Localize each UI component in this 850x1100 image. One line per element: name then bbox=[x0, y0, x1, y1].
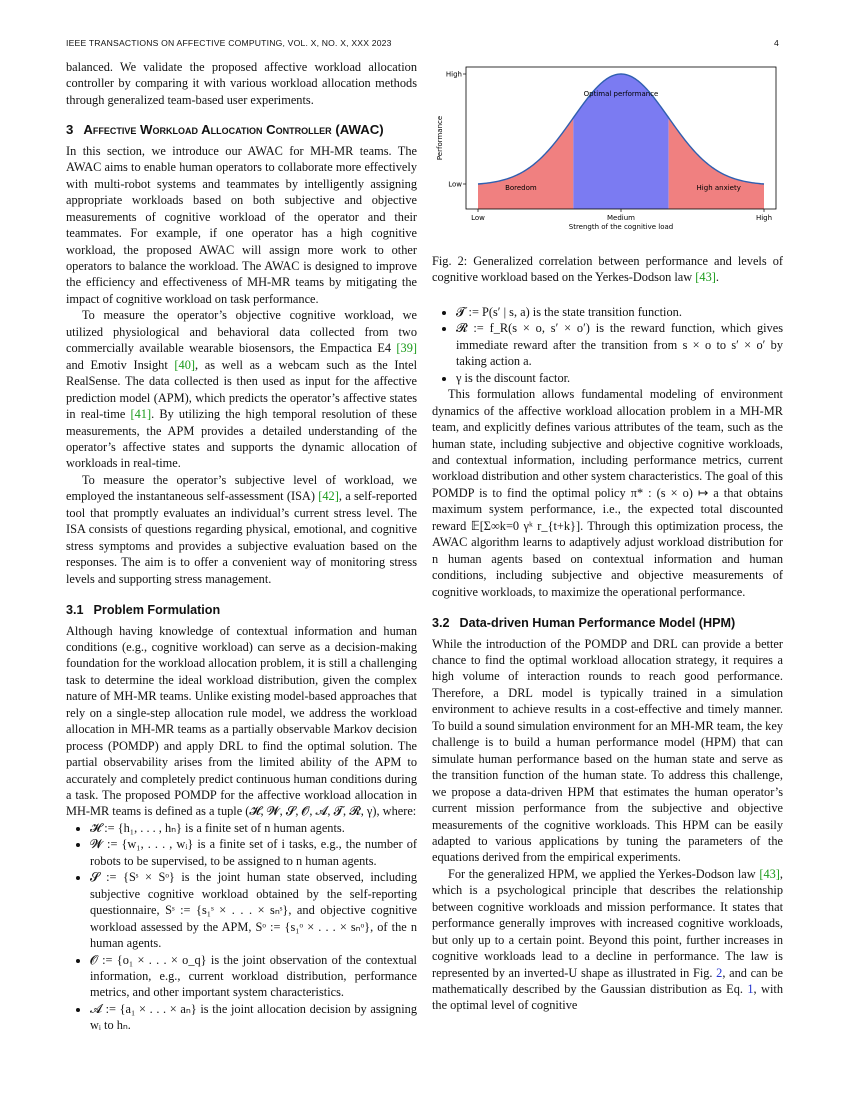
list-item: • 𝓢 := {Sˢ × Sᵒ} is the joint human state observed, including subjective cognitive workload obtained by the self-reporting questionnaire, Sˢ := {s₁ˢ × . . . × sₙˢ}, and objective cognitive workload assessed by the APM, Sᵒ := {s₁ᵒ × . . . × sₙᵒ}, of the n human agents. bbox=[90, 869, 417, 951]
y-axis-label: Performance bbox=[436, 115, 444, 161]
section-title: Affective Workload Allocation Controller (AWAC) bbox=[83, 122, 384, 138]
running-header: IEEE TRANSACTIONS ON AFFECTIVE COMPUTING, VOL. X, NO. X, XXX 2023 bbox=[66, 38, 392, 48]
citation-link[interactable]: [40] bbox=[174, 357, 195, 372]
subsection-heading-3-2 bbox=[432, 615, 783, 631]
y-tick-label: Low bbox=[448, 180, 462, 189]
figure-caption: Fig. 2: Generalized correlation between performance and levels of cognitive workload based on the Yerkes-Dodson law [43]. bbox=[432, 254, 783, 285]
paragraph: To measure the operator’s subjective level of workload, we employed the instantaneous self-assessment (ISA) [42], a self-reported tool that promptly evaluates an individual’s current stress level. The ISA consists of questions regarding physical, emotional, and cognitive stress symptoms and provides a subjective evaluation based on the responses. The aim is to offer a convenient way of monitoring stress levels and supporting stress management. bbox=[66, 472, 418, 586]
page-number: 4 bbox=[774, 38, 779, 48]
region-label: High anxiety bbox=[696, 184, 741, 192]
paragraph: Although having knowledge of contextual information and human conditions (e.g., cognitive workload) can serve as a decision-making foundation for the workload allocation problem, it is still a challenging task to determine the ideal workload distribution, given the complex nature of MH-MR teams. Unlike existing model-based approaches that rely on a single-step allocation rule model, we address the workload allocation in MH-MR teams as a partially observable Markov decision process (POMDP) and apply DRL to find the optimal solution. The partial observability arises from the limited ability of the APM to accurately and completely predict continuous human conditions during a task. The proposed POMDP for the affective workload allocation in MH-MR teams is defined as a tuple (𝓗, 𝓦, 𝓢, 𝓞, 𝓐, 𝓣, 𝓡, γ), where: bbox=[66, 623, 417, 819]
paragraph: To measure the operator’s objective cognitive workload, we utilized physiological and behavioral data collected from two commercially available wearable biosensors, the Empactica E4 [39] and Emotiv Insight [40], as well as a webcam such as the Intel RealSense. The data collected is then used as input for the affective prediction model (APM), which predicts the operator’s affective states in real-time [41]. By utilizing the high temporal resolution of these measurements, the APM provides a detailed understanding of the operator’s affective states and supports the dynamic allocation of workloads in real-time. bbox=[66, 308, 417, 471]
section-heading-3 bbox=[66, 122, 417, 138]
right-column bbox=[432, 59, 783, 1014]
x-tick-label: Medium bbox=[607, 214, 635, 222]
list-item: • 𝓗 := {h₁, . . . , hₙ} is a finite set of n human agents. bbox=[90, 820, 417, 836]
paragraph: In this section, we introduce our AWAC for MH-MR teams. The AWAC aims to enable human operators to collaborate more effectively with multi-robot systems and teammates by intelligently assigning appropriate workloads based on both subjective and objective measurements of cognitive workload of the operator and their teammates. For example, if one operator has a high cognitive workload, the proposed AWAC will assign more work to other operators to balance the workload. The AWAC is designed to improve the efficiency and effectiveness of MH-MR teams by mitigating the impact of cognitive workload on task performance. bbox=[66, 143, 417, 306]
list-item: • 𝓞 := {o₁ × . . . × o_q} is the joint observation of the contextual information, e.g., current workload distribution, performance metrics, and other important system characteristics. bbox=[90, 952, 417, 1001]
region-boredom bbox=[478, 118, 573, 209]
left-column bbox=[66, 59, 417, 1034]
section-number: 3.2 bbox=[432, 616, 450, 631]
citation-link[interactable]: [39] bbox=[396, 341, 417, 356]
definition-list bbox=[432, 304, 783, 386]
list-item: • 𝓐 := {a₁ × . . . × aₙ} is the joint allocation decision by assigning wᵢ to hₙ. bbox=[90, 1001, 417, 1034]
list-item: • 𝓦 := {w₁, . . . , wᵢ} is a finite set of i tasks, e.g., the number of robots to be supervised, to be assigned to n human agents. bbox=[90, 836, 417, 869]
region-label: Optimal performance bbox=[583, 90, 659, 98]
citation-link[interactable]: [43] bbox=[695, 270, 716, 285]
figure-2 bbox=[432, 59, 783, 247]
list-item: • γ is the discount factor. bbox=[456, 370, 783, 386]
subsection-heading-3-1 bbox=[66, 602, 417, 618]
citation-link[interactable]: [42] bbox=[318, 489, 339, 504]
list-item: • 𝓡 := f_R(s × o, s′ × o′) is the reward function, which gives immediate reward after the transition from s × o to s′ × o′ by taking action a. bbox=[456, 320, 783, 369]
citation-link[interactable]: [43] bbox=[759, 866, 780, 881]
x-tick-label: High bbox=[755, 214, 773, 222]
paragraph: balanced. We validate the proposed affective workload allocation controller by comparing it with various workload allocation methods through generalized team-based user experiments. bbox=[66, 60, 417, 107]
section-title: Data-driven Human Performance Model (HPM) bbox=[459, 616, 736, 631]
paragraph: While the introduction of the POMDP and DRL can provide a better chance to find the optimal workload allocation strategy, it requires a high volume of interaction rounds to reach good performance. Therefore, a DRL model is typically trained in a simulation environment to achieve results in a cost-effective and timely manner. To build a sound simulation environment for an MH-MR team, the key challenge is to build a human performance model (HPM) that can simulate human performance based on the human state and serve as the transition function of the human state. To address this challenge, we propose a data-driven HPM that estimates the human operator’s current mission performance from the subjective and objective measurements of the cognitive workloads. This HPM can be easily adapted to various applications by tuning the parameters of the equations derived from the empirical experiments. bbox=[432, 636, 783, 865]
x-axis-label: Strength of the cognitive load bbox=[568, 223, 674, 231]
definition-list bbox=[66, 820, 417, 1034]
section-number: 3.1 bbox=[66, 603, 84, 618]
citation-link[interactable]: [41] bbox=[130, 407, 152, 422]
section-number: 3 bbox=[66, 122, 74, 138]
performance-chart bbox=[432, 59, 783, 247]
paragraph: For the generalized HPM, we applied the Yerkes-Dodson law [43], which is a psychological principle that describes the relationship between cognitive workloads and mission performance. It states that performance generally improves with increased cognitive workloads, but only up to a certain point. Beyond this point, further increases in cognitive workloads lead to a decline in performance. The law is represented by an inverted-U shape as illustrated in Fig. 2, and can be mathematically described by the Gaussian distribution as Eq. 1, with the optimal level of cognitive bbox=[432, 866, 784, 1013]
figure-reference-link[interactable]: 2 bbox=[716, 965, 723, 980]
y-tick-label: High bbox=[445, 70, 462, 79]
section-title: Problem Formulation bbox=[93, 603, 221, 618]
region-label: Boredom bbox=[505, 184, 537, 192]
x-tick-label: Low bbox=[471, 214, 485, 222]
region-high-anxiety bbox=[669, 118, 764, 209]
paragraph: This formulation allows fundamental modeling of environment dynamics of the affective workload allocation problem in a MH-MR team, and explicitly defines various attributes of the team, such as the human state, including subjective and objective cognitive workloads, and contextual information, including performance metrics, current workload distribution and other system characteristics. The goal of this POMDP is to find the optimal policy π* : (s × o) ↦ a that obtains maximum system performance, i.e., the expected total discounted reward 𝔼[Σ∞k=0 γᵏ r_{t+k}]. Through this optimization process, the AWAC algorithm learns to adaptively adjust workload distribution for n human agents based on contextual information and human conditions, including subjective and objective measurements of cognitive workloads, to maximize the operational performance. bbox=[432, 387, 783, 599]
list-item: • 𝓣 := P(s′ | s, a) is the state transition function. bbox=[456, 304, 783, 320]
equation-reference-link[interactable]: 1 bbox=[747, 982, 754, 997]
